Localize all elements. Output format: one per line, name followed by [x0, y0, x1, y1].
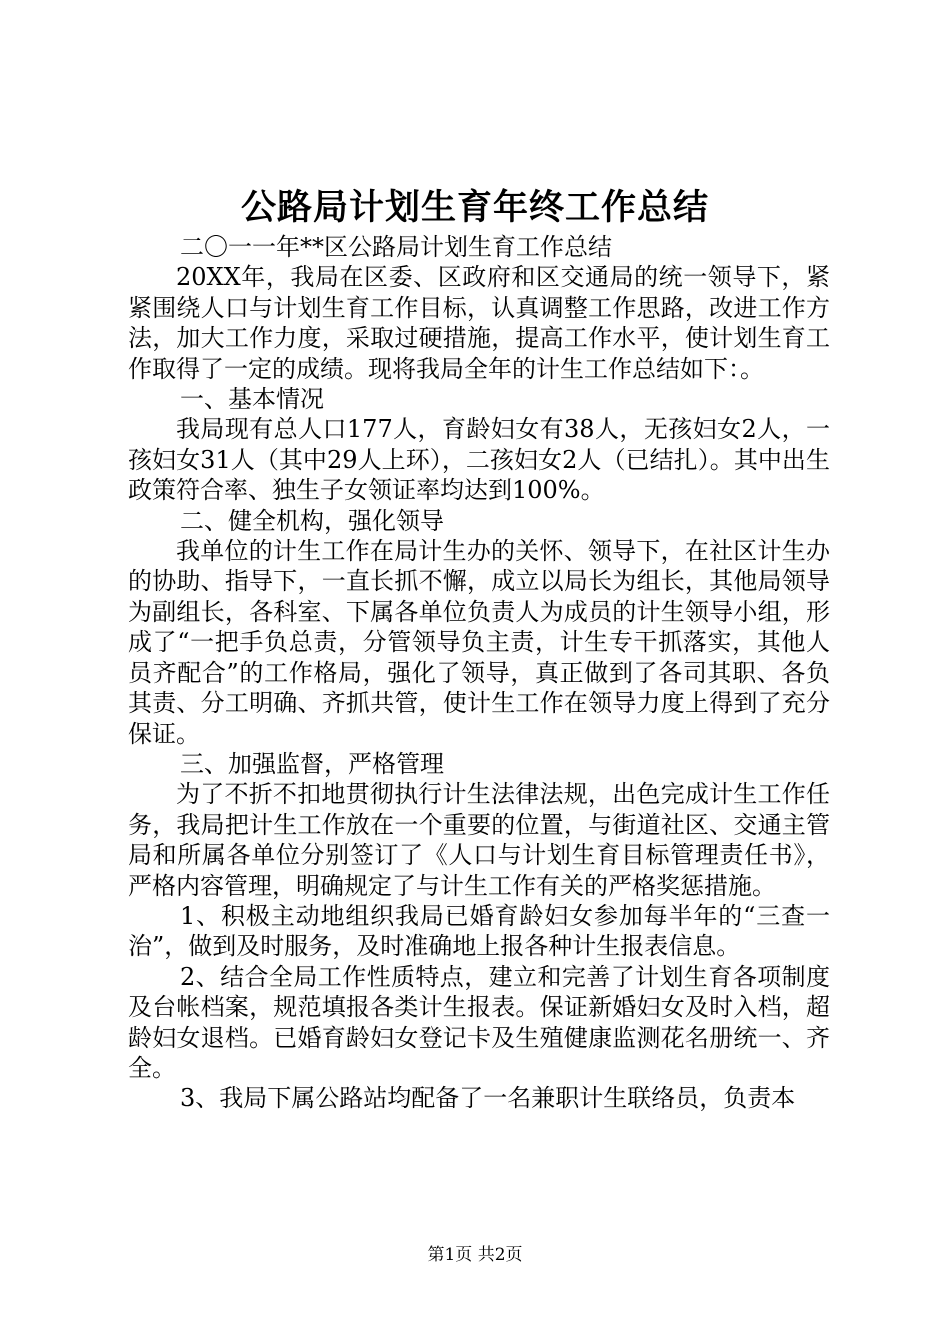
paragraph-basic: 我局现有总人口177人，育龄妇女有38人，无孩妇女2人，一孩妇女31人（其中29人上环），二孩妇女2人（已结扎）。其中出生政策符合率、独生子女领证率均达到100%。	[128, 415, 830, 505]
section-heading-supervision: 三、加强监督，严格管理	[180, 749, 444, 778]
list-item-3: 3、我局下属公路站均配备了一名兼职计生联络员，负责本	[180, 1084, 796, 1113]
section-heading-organization: 二、健全机构，强化领导	[180, 506, 444, 535]
list-item-2: 2、结合全局工作性质特点，建立和完善了计划生育各项制度及台帐档案，规范填报各类计生报表。保证新婚妇女及时入档，超龄妇女退档。已婚育龄妇女登记卡及生殖健康监测花名册统一、齐全。	[128, 962, 830, 1082]
section-heading-basic: 一、基本情况	[180, 385, 324, 414]
paragraph-intro: 20XX年，我局在区委、区政府和区交通局的统一领导下，紧紧围绕人口与计划生育工作目标，认真调整工作思路，改进工作方法，加大工作力度，采取过硬措施，提高工作水平，使计划生育工作取得了一定的成绩。现将我局全年的计生工作总结如下：。	[128, 263, 830, 383]
document-subtitle: 二〇一一年**区公路局计划生育工作总结	[180, 233, 612, 261]
document-body	[128, 232, 830, 1114]
list-item-1: 1、积极主动地组织我局已婚育龄妇女参加每半年的“三查一治”，做到及时服务，及时准确地上报各种计生报表信息。	[128, 901, 830, 961]
page-number-footer: 第1页 共2页	[427, 1245, 523, 1265]
paragraph-supervision: 为了不折不扣地贯彻执行计生法律法规，出色完成计生工作任务，我局把计生工作放在一个重要的位置，与街道社区、交通主管局和所属各单位分别签订了《人口与计划生育目标管理责任书》，严格内容管理，明确规定了与计生工作有关的严格奖惩措施。	[128, 780, 830, 900]
document-title: 公路局计划生育年终工作总结	[240, 187, 709, 228]
paragraph-organization: 我单位的计生工作在局计生办的关怀、领导下，在社区计生办的协助、指导下，一直长抓不懈，成立以局长为组长，其他局领导为副组长，各科室、下属各单位负责人为成员的计生领导小组，形成了“一把手负总责，分管领导负主责，计生专干抓落实，其他人员齐配合”的工作格局，强化了领导，真正做到了各司其职、各负其责、分工明确、齐抓共管，使计生工作在领导力度上得到了充分保证。	[128, 537, 830, 748]
